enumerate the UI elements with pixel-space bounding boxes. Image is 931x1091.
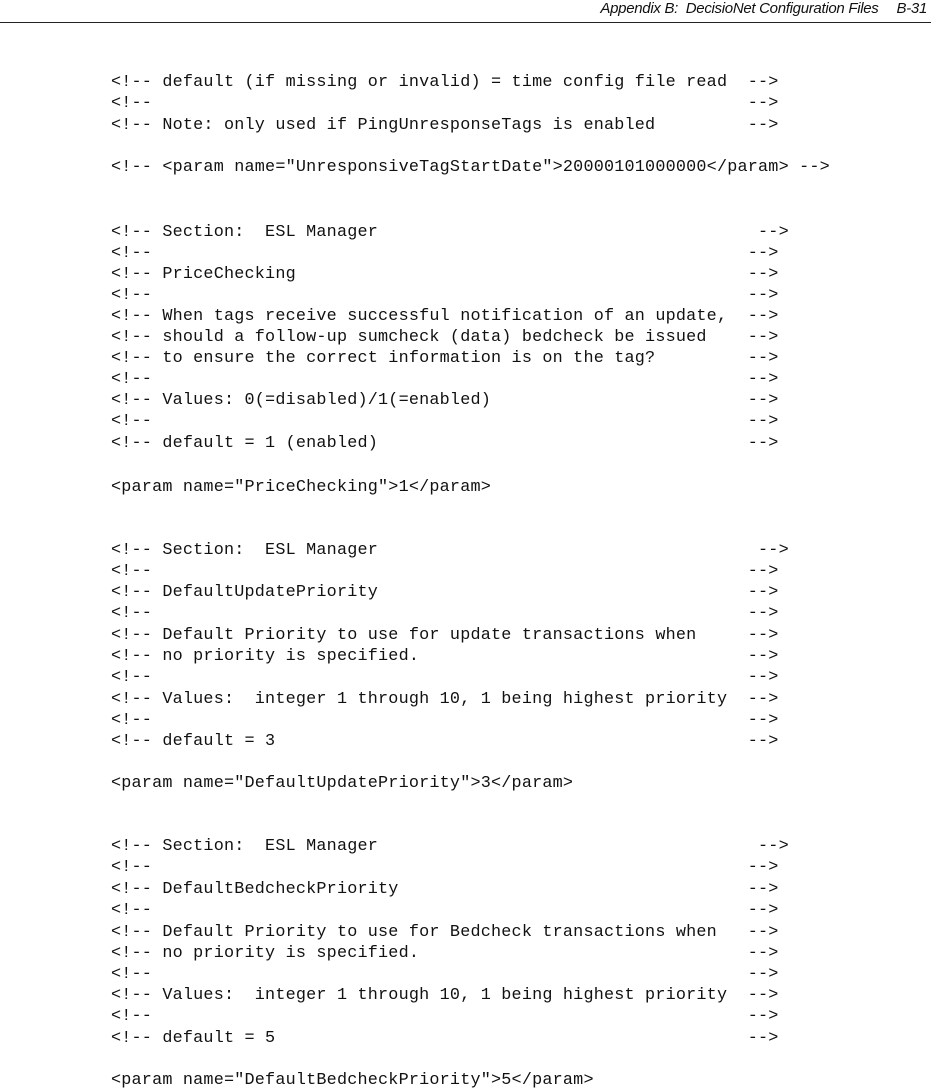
code-line: <!-- --> [111, 370, 779, 389]
code-line: <!-- no priority is specified. --> [111, 647, 779, 666]
code-line: <!-- Default Priority to use for Bedcheck transactions when --> [111, 923, 779, 942]
code-line: <!-- default = 5 --> [111, 1029, 779, 1048]
code-line: <!-- <param name="UnresponsiveTagStartDate">20000101000000</param> --> [111, 158, 830, 177]
code-line: <!-- DefaultUpdatePriority --> [111, 583, 779, 602]
running-header [600, 0, 927, 18]
code-line: <!-- Section: ESL Manager --> [111, 223, 789, 242]
code-line: <!-- should a follow-up sumcheck (data) bedcheck be issued --> [111, 328, 779, 347]
code-line: <!-- --> [111, 94, 779, 113]
appendix-title: Appendix B: DecisioNet Configuration Files [600, 0, 879, 17]
code-line: <!-- to ensure the correct information is on the tag? --> [111, 349, 779, 368]
code-line: <!-- --> [111, 901, 779, 920]
code-line: <!-- --> [111, 668, 779, 687]
param-line: <param name="DefaultUpdatePriority">3</param> [111, 774, 574, 793]
code-line: <!-- Default Priority to use for update transactions when --> [111, 626, 779, 645]
code-line: <!-- --> [111, 1007, 779, 1026]
code-line: <!-- --> [111, 286, 779, 305]
code-line: <!-- default (if missing or invalid) = time config file read --> [111, 73, 779, 92]
param-line: <param name="DefaultBedcheckPriority">5</param> [111, 1071, 594, 1090]
code-line: <!-- --> [111, 562, 779, 581]
code-line: <!-- Section: ESL Manager --> [111, 837, 789, 856]
code-line: <!-- --> [111, 858, 779, 877]
code-line: <!-- PriceChecking --> [111, 265, 779, 284]
page-header [0, 0, 931, 23]
code-line: <!-- default = 1 (enabled) --> [111, 434, 779, 453]
code-line: <!-- Values: integer 1 through 10, 1 being highest priority --> [111, 690, 779, 709]
code-line: <!-- --> [111, 711, 779, 730]
code-line: <!-- --> [111, 604, 779, 623]
code-line: <!-- --> [111, 412, 779, 431]
code-line: <!-- Values: 0(=disabled)/1(=enabled) --> [111, 391, 779, 410]
param-line: <param name="PriceChecking">1</param> [111, 478, 492, 497]
code-line: <!-- --> [111, 244, 779, 263]
code-line: <!-- --> [111, 965, 779, 984]
code-line: <!-- When tags receive successful notification of an update, --> [111, 307, 779, 326]
page-number: B-31 [896, 0, 927, 17]
code-line: <!-- Values: integer 1 through 10, 1 being highest priority --> [111, 986, 779, 1005]
code-line: <!-- Note: only used if PingUnresponseTags is enabled --> [111, 116, 779, 135]
code-line: <!-- no priority is specified. --> [111, 944, 779, 963]
code-line: <!-- Section: ESL Manager --> [111, 541, 789, 560]
code-line: <!-- default = 3 --> [111, 732, 779, 751]
code-line: <!-- DefaultBedcheckPriority --> [111, 880, 779, 899]
